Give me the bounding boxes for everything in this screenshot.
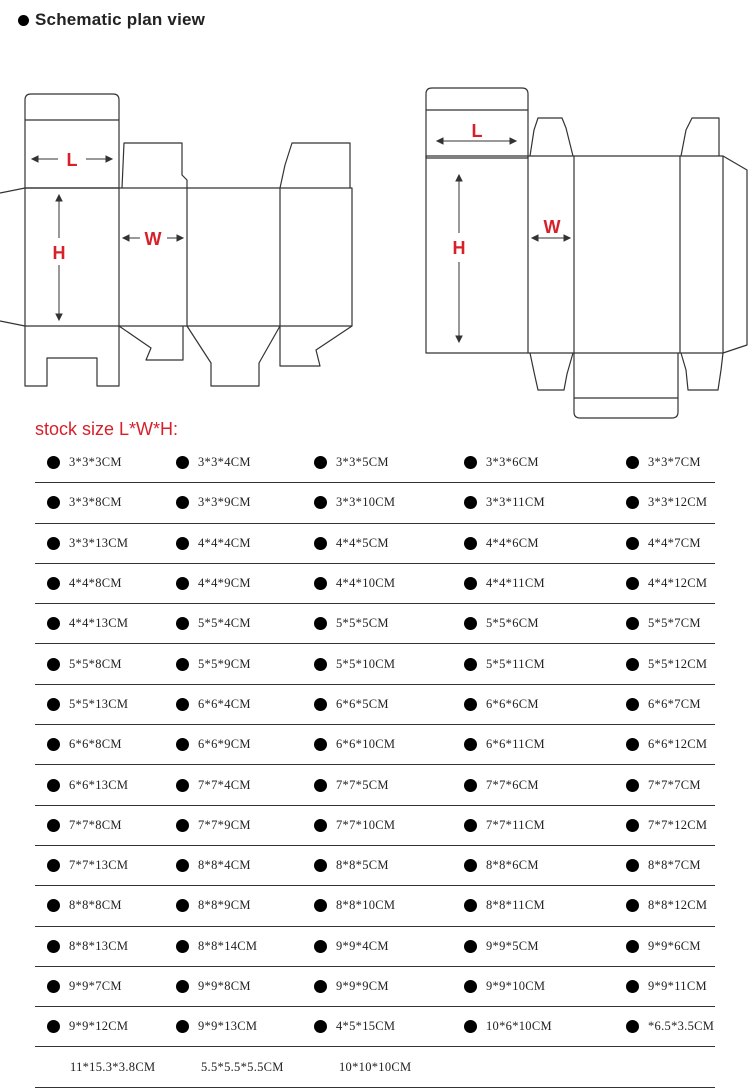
table-row — [35, 967, 715, 1007]
bullet-icon — [176, 617, 189, 630]
size-item — [314, 564, 395, 603]
bullet-icon — [47, 859, 60, 872]
size-item — [464, 927, 539, 966]
size-item — [314, 765, 389, 804]
table-row — [35, 1007, 715, 1047]
bullet-icon — [626, 658, 639, 671]
size-label: 3*3*5CM — [336, 455, 389, 470]
bullet-icon — [314, 899, 327, 912]
size-label: 5*5*10CM — [336, 656, 396, 671]
size-item — [314, 604, 389, 643]
bullet-icon — [464, 617, 477, 630]
bullet-icon — [626, 577, 639, 590]
size-label: 8*8*11CM — [486, 898, 545, 913]
size-label: 9*9*7CM — [69, 979, 122, 993]
size-label: 10*10*10CM — [339, 1059, 412, 1074]
size-item — [314, 967, 389, 1006]
size-item — [70, 1047, 155, 1086]
bullet-icon — [47, 496, 60, 509]
size-label: 5*5*9CM — [198, 656, 251, 671]
size-item — [626, 886, 707, 925]
size-item — [626, 806, 707, 845]
size-label: 8*8*10CM — [336, 898, 396, 913]
table-row — [35, 1047, 715, 1087]
bullet-icon — [47, 456, 60, 469]
size-item — [47, 564, 122, 603]
size-item — [314, 1007, 395, 1046]
size-label: 6*6*6CM — [486, 696, 539, 711]
table-row — [35, 725, 715, 765]
table-row — [35, 483, 715, 523]
size-item — [626, 765, 701, 804]
bullet-icon — [626, 698, 639, 711]
bullet-icon — [314, 819, 327, 832]
size-item — [47, 483, 122, 522]
size-label: 4*4*12CM — [648, 576, 708, 591]
bullet-icon — [626, 456, 639, 469]
bullet-icon — [314, 738, 327, 751]
size-item — [47, 806, 122, 845]
size-label: 3*3*8CM — [69, 495, 122, 510]
size-label: 4*4*4CM — [198, 535, 251, 550]
size-item — [314, 524, 389, 563]
size-item — [626, 846, 701, 885]
size-item — [464, 564, 545, 603]
bullet-icon — [47, 537, 60, 550]
size-item — [201, 1047, 284, 1086]
size-item — [626, 1007, 714, 1046]
size-label: 8*8*13CM — [69, 938, 129, 953]
size-label: 7*7*13CM — [69, 858, 129, 873]
size-item — [626, 927, 701, 966]
size-item — [314, 886, 395, 925]
size-label: 10*6*10CM — [486, 1019, 552, 1034]
bullet-icon — [464, 456, 477, 469]
size-item — [47, 927, 128, 966]
bullet-icon — [464, 658, 477, 671]
size-item — [314, 725, 395, 764]
size-label: 3*3*13CM — [69, 535, 129, 550]
bullet-icon — [464, 899, 477, 912]
size-item — [464, 604, 539, 643]
size-item — [464, 1007, 552, 1046]
table-row — [35, 604, 715, 644]
bullet-icon — [626, 899, 639, 912]
bullet-icon — [176, 738, 189, 751]
size-item — [314, 644, 395, 683]
size-label: 8*8*8CM — [69, 898, 122, 913]
bullet-icon — [314, 658, 327, 671]
size-item — [464, 685, 539, 724]
bullet-icon — [626, 819, 639, 832]
left-dieline — [0, 94, 352, 386]
size-label: 3*3*11CM — [486, 495, 545, 510]
size-label: 11*15.3*3.8CM — [70, 1059, 156, 1074]
size-label: 6*6*5CM — [336, 696, 389, 711]
size-item — [176, 524, 251, 563]
size-label: 6*6*8CM — [69, 737, 122, 752]
size-label: 6*6*4CM — [198, 696, 251, 711]
size-label: 8*8*9CM — [198, 898, 251, 913]
size-item — [464, 846, 539, 885]
table-row — [35, 443, 715, 483]
size-label: 7*7*11CM — [486, 817, 545, 832]
size-item — [626, 644, 707, 683]
size-item — [176, 1007, 257, 1046]
size-item — [464, 725, 545, 764]
size-label: 4*4*11CM — [486, 576, 545, 591]
size-label: 4*4*10CM — [336, 576, 396, 591]
size-item — [464, 443, 539, 482]
bullet-icon — [626, 980, 639, 993]
bullet-icon — [47, 658, 60, 671]
bullet-icon — [47, 819, 60, 832]
size-item — [464, 806, 545, 845]
bullet-icon — [626, 496, 639, 509]
size-label: 4*4*13CM — [69, 616, 129, 631]
stock-size-title: stock size L*W*H: — [35, 419, 179, 439]
size-item — [47, 725, 122, 764]
bullet-icon — [314, 537, 327, 550]
bullet-icon — [47, 779, 60, 792]
size-item — [626, 725, 707, 764]
size-item — [176, 564, 251, 603]
size-label: 9*9*5CM — [486, 938, 539, 953]
label-l-right: L — [471, 121, 483, 141]
size-item — [464, 765, 539, 804]
bullet-icon — [47, 899, 60, 912]
bullet-icon — [314, 980, 327, 993]
size-item — [464, 886, 545, 925]
size-item — [626, 524, 701, 563]
size-item — [176, 725, 251, 764]
bullet-icon — [464, 779, 477, 792]
size-item — [626, 967, 707, 1006]
bullet-icon — [176, 1020, 189, 1033]
size-label: 9*9*13CM — [198, 1019, 258, 1034]
bullet-icon — [47, 1020, 60, 1033]
size-item — [176, 685, 251, 724]
bullet-icon — [314, 1020, 327, 1033]
bullet-icon — [47, 980, 60, 993]
table-row — [35, 644, 715, 684]
bullet-icon — [47, 617, 60, 630]
label-w-right: W — [543, 217, 561, 237]
size-label: 3*3*4CM — [198, 455, 251, 470]
table-row — [35, 524, 715, 564]
size-label: 3*3*7CM — [648, 455, 701, 470]
size-label: 3*3*6CM — [486, 455, 539, 470]
page-title: Schematic plan view — [35, 10, 206, 29]
bullet-icon — [176, 859, 189, 872]
size-item — [176, 765, 251, 804]
size-item — [464, 483, 545, 522]
size-item — [47, 1007, 128, 1046]
bullet-icon — [47, 698, 60, 711]
bullet-icon — [464, 940, 477, 953]
bullet-icon — [314, 617, 327, 630]
bullet-icon — [314, 456, 327, 469]
size-label: 9*9*9CM — [336, 979, 389, 993]
size-label: 5*5*11CM — [486, 656, 545, 671]
size-item — [626, 483, 707, 522]
bullet-icon — [314, 859, 327, 872]
label-w-left: W — [144, 229, 162, 249]
size-label: 5*5*7CM — [648, 616, 701, 631]
size-label: 6*6*12CM — [648, 737, 708, 752]
size-label: 6*6*13CM — [69, 777, 129, 792]
bullet-icon — [47, 738, 60, 751]
size-label: 9*9*4CM — [336, 938, 389, 953]
bullet-icon — [176, 899, 189, 912]
size-item — [47, 846, 128, 885]
size-label: 3*3*10CM — [336, 495, 396, 510]
bullet-icon — [176, 577, 189, 590]
size-label: 4*4*6CM — [486, 535, 539, 550]
size-label: 4*4*7CM — [648, 535, 701, 550]
size-label: 6*6*7CM — [648, 696, 701, 711]
size-item — [626, 604, 701, 643]
size-label: 7*7*6CM — [486, 777, 539, 792]
bullet-icon — [314, 496, 327, 509]
bullet-icon — [176, 940, 189, 953]
size-item — [47, 443, 122, 482]
table-row — [35, 685, 715, 725]
size-item — [176, 644, 251, 683]
size-label: 8*8*14CM — [198, 938, 258, 953]
bullet-icon — [176, 819, 189, 832]
bullet-icon — [626, 738, 639, 751]
bullet-icon — [176, 698, 189, 711]
bullet-icon — [626, 859, 639, 872]
size-item — [176, 927, 257, 966]
size-item — [626, 564, 707, 603]
table-row — [35, 927, 715, 967]
bullet-icon — [314, 940, 327, 953]
size-item — [464, 524, 539, 563]
size-item — [176, 967, 251, 1006]
size-label: 7*7*8CM — [69, 817, 122, 832]
size-label: 3*3*9CM — [198, 495, 251, 510]
bullet-icon — [464, 859, 477, 872]
bullet-icon — [176, 779, 189, 792]
size-item — [47, 886, 122, 925]
size-label: 3*3*12CM — [648, 495, 708, 510]
size-label: 7*7*4CM — [198, 777, 251, 792]
bullet-icon — [176, 658, 189, 671]
size-item — [314, 443, 389, 482]
size-label: 6*6*10CM — [336, 737, 396, 752]
bullet-icon — [464, 698, 477, 711]
size-label: 9*9*6CM — [648, 938, 701, 953]
size-item — [176, 483, 251, 522]
bullet-icon — [464, 738, 477, 751]
label-h-left: H — [52, 243, 66, 263]
size-label: 8*8*12CM — [648, 898, 708, 913]
table-row — [35, 564, 715, 604]
bullet-icon — [626, 779, 639, 792]
size-label: 7*7*7CM — [648, 777, 701, 792]
bullet-icon — [626, 617, 639, 630]
bullet-icon — [176, 537, 189, 550]
size-label: 9*9*12CM — [69, 1019, 129, 1034]
size-label: 5*5*5CM — [336, 616, 389, 631]
size-item — [47, 765, 128, 804]
size-label: 7*7*5CM — [336, 777, 389, 792]
size-item — [464, 644, 545, 683]
size-item — [47, 644, 122, 683]
size-item — [314, 806, 395, 845]
size-label: 3*3*3CM — [69, 455, 122, 470]
bullet-icon — [176, 980, 189, 993]
size-label: 6*6*11CM — [486, 737, 545, 752]
bullet-icon — [47, 577, 60, 590]
size-label: *6.5*3.5CM — [648, 1019, 715, 1034]
size-label: 9*9*10CM — [486, 979, 546, 993]
table-row — [35, 806, 715, 846]
bullet-icon — [626, 537, 639, 550]
size-item — [47, 524, 128, 563]
label-l-left: L — [66, 150, 78, 170]
bullet-icon — [464, 980, 477, 993]
size-label: 5*5*8CM — [69, 656, 122, 671]
size-item — [626, 685, 701, 724]
bullet-icon — [176, 456, 189, 469]
size-item — [176, 443, 251, 482]
size-label: 7*7*10CM — [336, 817, 396, 832]
size-item — [176, 806, 251, 845]
schematic-diagram — [0, 0, 750, 420]
size-item — [314, 483, 395, 522]
size-label: 4*4*9CM — [198, 576, 251, 591]
table-row — [35, 846, 715, 886]
size-label: 8*8*7CM — [648, 858, 701, 873]
size-label: 5*5*6CM — [486, 616, 539, 631]
size-label: 4*4*5CM — [336, 535, 389, 550]
size-item — [176, 846, 251, 885]
size-label: 4*4*8CM — [69, 576, 122, 591]
size-label: 6*6*9CM — [198, 737, 251, 752]
size-item — [47, 967, 122, 1006]
bullet-icon — [464, 496, 477, 509]
size-item — [339, 1047, 411, 1086]
bullet-icon — [464, 819, 477, 832]
bullet-icon — [626, 1020, 639, 1033]
bullet-icon — [314, 779, 327, 792]
size-item — [47, 604, 128, 643]
stock-size-table — [35, 443, 715, 1088]
table-row — [35, 886, 715, 926]
size-item — [314, 685, 389, 724]
size-item — [314, 846, 389, 885]
size-label: 5*5*13CM — [69, 696, 129, 711]
size-item — [176, 886, 251, 925]
size-label: 8*8*6CM — [486, 858, 539, 873]
bullet-icon — [314, 698, 327, 711]
size-item — [176, 604, 251, 643]
bullet-icon — [314, 577, 327, 590]
size-item — [47, 685, 128, 724]
size-label: 8*8*5CM — [336, 858, 389, 873]
size-label: 7*7*12CM — [648, 817, 708, 832]
size-item — [314, 927, 389, 966]
size-label: 7*7*9CM — [198, 817, 251, 832]
size-label: 5*5*4CM — [198, 616, 251, 631]
size-label: 9*9*11CM — [648, 979, 707, 993]
bullet-icon — [176, 496, 189, 509]
size-label: 4*5*15CM — [336, 1019, 396, 1034]
size-label: 9*9*8CM — [198, 979, 251, 993]
size-label: 5*5*12CM — [648, 656, 708, 671]
size-label: 5.5*5.5*5.5CM — [201, 1059, 284, 1074]
bullet-icon — [464, 1020, 477, 1033]
bullet-icon — [626, 940, 639, 953]
table-row — [35, 765, 715, 805]
label-h-right: H — [452, 238, 466, 258]
size-label: 8*8*4CM — [198, 858, 251, 873]
size-item — [626, 443, 701, 482]
bullet-icon — [464, 577, 477, 590]
size-item — [464, 967, 545, 1006]
bullet-icon — [47, 940, 60, 953]
bullet-icon — [464, 537, 477, 550]
